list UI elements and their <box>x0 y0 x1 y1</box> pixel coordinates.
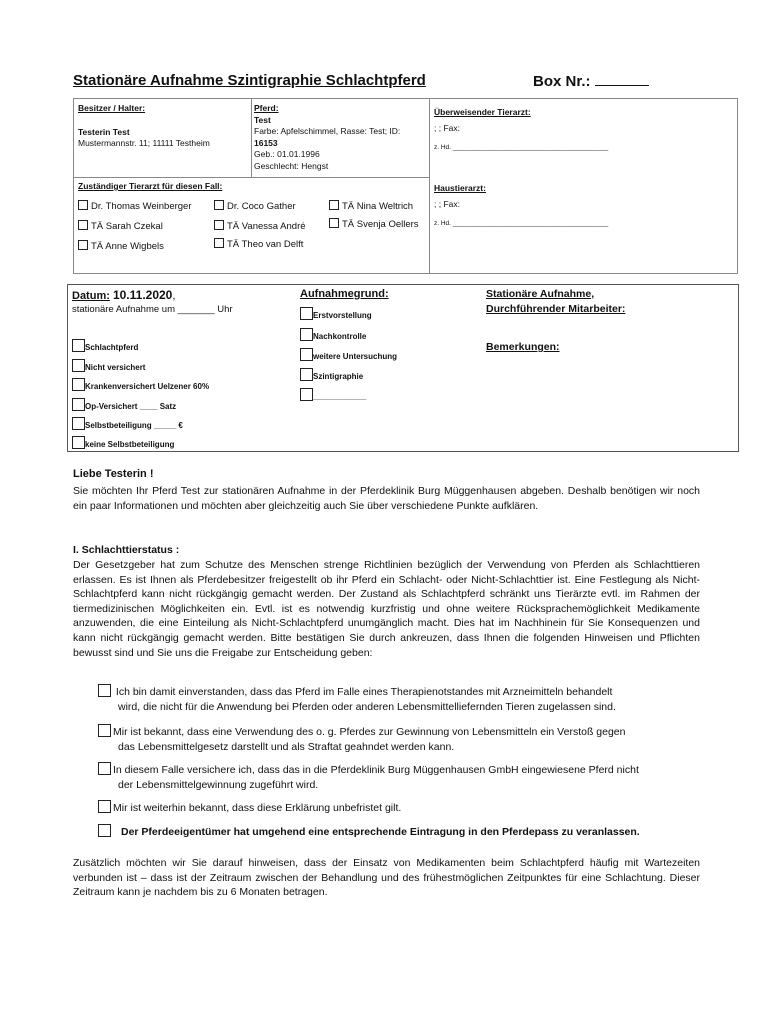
vet-option-czekal[interactable]: TÄ Sarah Czekal <box>78 220 163 232</box>
closing-paragraph: Zusätzlich möchten wir Sie darauf hinweisen, dass der Einsatz von Medikamenten beim Schlachtpferd häufig mit Wartezeiten verbunden ist – dass ist der Zeitraum zwischen der Behandlung und des frühestmöglichen Zeitpunktes für eine Schlachtung. Dieser Zeitraum kann je nachdem bis zu 6 Monaten betragen. <box>73 857 700 899</box>
checkbox[interactable] <box>300 388 313 401</box>
checkbox[interactable] <box>300 307 313 320</box>
status-option-health-insured[interactable]: Krankenversichert Uelzener 60% <box>72 378 209 391</box>
checkbox[interactable] <box>214 200 224 210</box>
referring-vet-heading: Überweisender Tierarzt: <box>434 107 531 117</box>
owner-address: Mustermannstr. 11; 11111 Testheim <box>78 138 210 148</box>
date-label: Datum: <box>72 290 110 302</box>
checkbox[interactable] <box>72 339 85 352</box>
home-vet-heading: Haustierarzt: <box>434 183 486 193</box>
checkbox[interactable] <box>98 762 111 775</box>
horse-heading: Pferd: <box>254 103 279 113</box>
checkbox[interactable] <box>98 724 111 737</box>
horse-sex: Geschlecht: Hengst <box>254 160 329 171</box>
checkbox[interactable] <box>300 328 313 341</box>
horse-details: Farbe: Apfelschimmel, Rasse: Test; ID: <box>254 126 401 136</box>
status-option-deductible[interactable]: Selbstbeteiligung _____ € <box>72 417 183 430</box>
checkbox[interactable] <box>98 800 111 813</box>
vet-option-wigbels[interactable]: TÄ Anne Wigbels <box>78 240 164 252</box>
checkbox[interactable] <box>78 220 88 230</box>
vet-option-weinberger[interactable]: Dr. Thomas Weinberger <box>78 200 192 212</box>
box-number-field[interactable] <box>595 72 649 86</box>
reason-option-scintigraphy[interactable]: Szintigraphie <box>300 368 363 381</box>
vet-option-oellers[interactable]: TÄ Svenja Oellers <box>329 218 419 230</box>
staff-heading-1: Stationäre Aufnahme, <box>486 288 595 300</box>
horse-birth: Geb.: 01.01.1996 <box>254 149 320 159</box>
reason-option-followup[interactable]: Nachkontrolle <box>300 328 366 341</box>
section-title: I. Schlachttierstatus : <box>73 544 180 556</box>
status-option-op-insured[interactable]: Op-Versichert ____ Satz <box>72 398 176 411</box>
box-number <box>533 72 649 90</box>
responsible-vet-heading: Zuständiger Tierarzt für diesen Fall: <box>78 181 223 191</box>
checkbox[interactable] <box>98 684 111 697</box>
owner-name: Testerin Test <box>78 126 130 137</box>
vet-option-gather[interactable]: Dr. Coco Gather <box>214 200 296 212</box>
admission-time-line[interactable]: stationäre Aufnahme um _______ Uhr <box>72 304 233 315</box>
referring-vet-hd[interactable]: z. Hd. ___________________________________________ <box>434 144 609 151</box>
consent-item-4[interactable]: Mir ist weiterhin bekannt, dass diese Erklärung unbefristet gilt. <box>98 800 401 816</box>
checkbox[interactable] <box>78 240 88 250</box>
home-vet-fax: ; ; Fax: <box>434 198 460 209</box>
reason-heading: Aufnahmegrund: <box>300 288 389 300</box>
consent-item-1[interactable]: Ich bin damit einverstanden, dass das Pferd im Falle eines Therapienotstandes mit Arzneimitteln behandelt wird, die nicht für die Anwendung bei Pferden oder anderen Lebensmittelliefernden Tieren zugelassen sind. <box>98 684 616 715</box>
status-option-not-insured[interactable]: Nicht versichert <box>72 359 145 372</box>
checkbox[interactable] <box>329 200 339 210</box>
greeting: Liebe Testerin ! <box>73 468 154 480</box>
reason-option-first[interactable]: Erstvorstellung <box>300 307 372 320</box>
horse-name: Test <box>254 114 271 125</box>
box-number-label: Box Nr.: <box>533 73 591 90</box>
checkbox[interactable] <box>214 238 224 248</box>
info-table <box>73 98 738 274</box>
checkbox[interactable] <box>214 220 224 230</box>
date-line: Datum: 10.11.2020, <box>72 288 176 302</box>
status-option-no-deductible[interactable]: keine Selbstbeteiligung <box>72 436 174 449</box>
referring-vet-fax: ; ; Fax: <box>434 122 460 133</box>
intro-paragraph: Sie möchten Ihr Pferd Test zur stationären Aufnahme in der Pferdeklinik Burg Müggenhausen abgeben. Deshalb benötigen wir noch ein paar Informationen und möchten aber gleichzeitig auch Sie über verschiedene Punkte aufklären. <box>73 485 700 512</box>
status-option-schlachtpferd[interactable]: Schlachtpferd <box>72 339 138 352</box>
vet-option-andre[interactable]: TÄ Vanessa André <box>214 220 306 232</box>
vet-option-van-delft[interactable]: TÄ Theo van Delft <box>214 238 303 250</box>
page-title: Stationäre Aufnahme Szintigraphie Schlachtpferd <box>73 72 426 89</box>
date-value: 10.11.2020 <box>112 288 173 302</box>
owner-heading: Besitzer / Halter: <box>78 103 146 113</box>
checkbox[interactable] <box>72 398 85 411</box>
checkbox[interactable] <box>72 359 85 372</box>
vet-option-weltrich[interactable]: TÄ Nina Weltrich <box>329 200 413 212</box>
checkbox[interactable] <box>72 436 85 449</box>
consent-item-2[interactable]: Mir ist bekannt, dass eine Verwendung des o. g. Pferdes zur Gewinnung von Lebensmitteln ein Verstoß gegen das Lebensmittelgesetz darstellt und als Straftat geahndet werden kann. <box>98 724 625 755</box>
consent-item-3[interactable]: In diesem Falle versichere ich, dass das in die Pferdeklinik Burg Müggenhausen GmbH eingewiesene Pferd nicht der Lebensmittelgewinnung zugeführt wird. <box>98 762 639 793</box>
consent-item-passport[interactable]: Der Pferdeeigentümer hat umgehend eine entsprechende Eintragung in den Pferdepass zu veranlassen. <box>98 824 640 840</box>
checkbox[interactable] <box>98 824 111 837</box>
horse-id: 16153 <box>254 137 278 148</box>
checkbox[interactable] <box>78 200 88 210</box>
checkbox[interactable] <box>300 368 313 381</box>
section-paragraph: Der Gesetzgeber hat zum Schutze des Menschen strenge Richtlinien bezüglich der Verwendung von Pferden als Schlachttieren erlassen. Es ist Ihnen als Pferdebesitzer freigestellt ob ihr Pferd ein Schlacht- oder Nicht-Schlachttier ist. Eine Festlegung als Nicht-Schlachtpferd kann nicht rückgängig gemacht werden. Der Zustand als Schlachtpferd schränkt uns Tierärzte evtl. im Rahmen der tiermedizinischen Möglichkeiten ein. Evtl. ist es notwendig kurzfristig und ohne weitere Rücksprachemöglichkeit Medikamente anzuwenden, die eine Einteilung als Nicht-Schlachtpferd unumgänglich macht. Dies hat im Nachhinein für Sie Konsequenzen und kann nicht rückgängig gemacht werden. Bitte bestätigen Sie durch ankreuzen, dass Ihnen die folgenden Hinweisen und Pflichten bewusst sind und Sie uns die Freigabe zur Entscheidung geben: <box>73 559 700 659</box>
reason-option-other[interactable]: ____________ <box>300 388 366 401</box>
staff-heading-2: Durchführender Mitarbeiter: <box>486 303 626 315</box>
home-vet-hd[interactable]: z. Hd. ___________________________________________ <box>434 220 609 227</box>
checkbox[interactable] <box>329 218 339 228</box>
admission-box <box>67 284 739 452</box>
checkbox[interactable] <box>72 417 85 430</box>
checkbox[interactable] <box>72 378 85 391</box>
remarks-heading: Bemerkungen: <box>486 341 560 353</box>
checkbox[interactable] <box>300 348 313 361</box>
reason-option-further[interactable]: weitere Untersuchung <box>300 348 397 361</box>
